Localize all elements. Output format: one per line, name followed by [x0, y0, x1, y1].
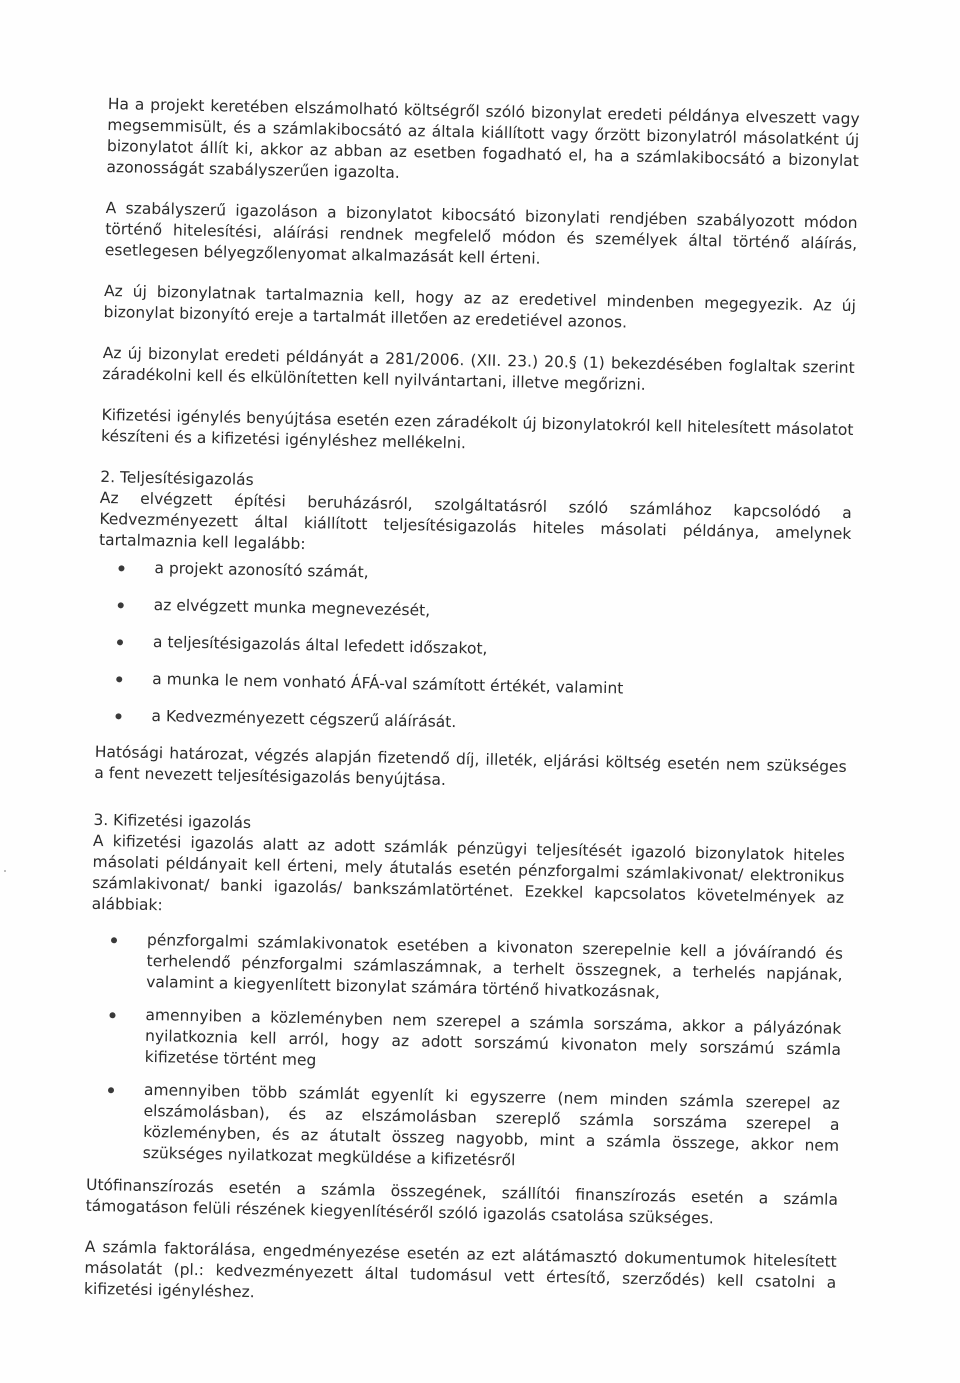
bullet-icon	[115, 713, 121, 719]
section-payment-certificate	[84, 810, 846, 1315]
bullet-icon	[111, 937, 117, 943]
bullet-icon	[117, 639, 123, 645]
list-item: a teljesítésigazolás által lefedett időszakot,	[97, 631, 849, 667]
bullet-icon	[109, 1012, 115, 1018]
paragraph-lost-invoice: Ha a projekt keretében elszámolható költségről szóló bizonylat eredeti példánya elveszett vagy megsemmisült, és a számlakibocsátó az általa kiállított vagy őrzött bizonylatról másolatként új bizonylatot állít ki, akkor az abban az esetben fogadható el, ha a számlakibocsátó a bizonylat azonosságát szabályszerűen igazolta.	[106, 94, 860, 182]
bullet-icon	[118, 565, 124, 571]
section3-intro: A kifizetési igazolás alatt az adott számlák pénzügyi teljesítését igazoló bizonylatok hiteles másolati példányait kell érteni, mely átutalás esetén pénzforgalmi számlakivonat/ elektronikus számlakivonat/ banki igazolás/ bankszámlatörténet. Ezekkel kapcsolatos követelmények az alábbiak:	[91, 831, 846, 915]
list-item: amennyiben a közleményben nem szerepel a számla sorszáma, akkor a pályázónak nyilatkoznia kell arról, hogy az adott sorszámú kivonaton mely sorszámú számla kifizetése történt meg	[88, 1004, 841, 1082]
list-item: a projekt azonosító számát,	[98, 557, 850, 593]
section3-bullet-list	[87, 929, 844, 1178]
paragraph-certification-definition: A szabályszerű igazoláson a bizonylatot kibocsátó bizonylati rendjében szabályozott módon történő hitelesítési, aláírási rendnek megfelelő módon és személyek által történő aláírás, esetlegesen bélyegzőlenyomat alkalmazását kell érteni.	[104, 198, 858, 268]
list-item: a munka le nem vonható ÁFÁ-val számított értékét, valamint	[96, 668, 848, 704]
bullet-icon	[108, 1087, 114, 1093]
section3-closing-factoring: A számla faktorálása, engedményezése esetén az ezt alátámasztó dokumentumok hitelesített másolatát (pl.: kedvezményezett által tudomásul vett értesítő, szerződés) kell csatolni a kifizetési igényléshez.	[83, 1237, 837, 1302]
section-heading-2: 2. Teljesítésigazolás	[100, 467, 254, 490]
list-item: a Kedvezményezett cégszerű aláírását.	[95, 705, 847, 741]
section2-intro: Az elvégzett építési beruházásról, szolgáltatásról szóló számlához kapcsolódó a Kedvezményezett által kiállított teljesítésigazolás hiteles másolati példánya, amelynek tartalmaznia kell legalább:	[98, 488, 852, 554]
section2-closing: Hatósági határozat, végzés alapján fizetendő díj, illeték, eljárási költség esetén nem szükséges a fent nevezett teljesítésigazolás benyújtása.	[94, 742, 847, 789]
section-performance-certificate	[94, 467, 852, 799]
bullet-icon	[118, 602, 124, 608]
section2-bullet-list	[95, 557, 850, 741]
paragraph-new-document-content: Az új bizonylatnak tartalmaznia kell, hogy az az eredetivel mindenben megegyezik. Az új bizonylat bizonyító ereje a tartalmát illetően az eredetiével azonos.	[103, 281, 857, 332]
list-item: pénzforgalmi számlakivonatok esetében a kivonaton szerepelnie kell a jóváírandó és terhelendő pénzforgalmi számlaszámnak, a terhelt összegnek, a terhelés napjának, valamint a kiegyenlített bizonylat számára történő hivatkozásnak,	[90, 929, 843, 1007]
paragraph-original-endorsement: Az új bizonylat eredeti példányát a 281/2006. (XII. 23.) 20.§ (1) bekezdésében foglaltak szerint záradékolni kell és elkülönítetten kell nyilvántartani, illetve megőrizni.	[102, 343, 855, 394]
list-item: az elvégzett munka megnevezését,	[98, 594, 850, 630]
section3-closing-prefinancing: Utófinanszírozás esetén a számla összegének, szállítói finanszírozás esetén a számla támogatáson felüli részének kiegyenlítéséről szóló igazolás csatolása szükséges.	[85, 1175, 839, 1228]
paragraph-certified-copy: Kifizetési igénylés benyújtása esetén ezen záradékolt új bizonylatokról kell hitelesített másolatot készíteni és a kifizetési igényléshez mellékelni.	[100, 405, 854, 453]
bullet-icon	[116, 676, 122, 682]
scan-speck	[4, 870, 6, 872]
document-body	[83, 94, 859, 1335]
section-heading-3: 3. Kifizetési igazolás	[93, 810, 252, 833]
list-item: amennyiben több számlát egyenlít ki egyszerre (nem minden számla szerepel az elszámolásban), és az elszámolásban szereplő számla sorszáma szerepel a közleményben, és az átutalt összeg nagyobb, mint a számla összege, akkor nem szükséges nyilatkozat megküldése a kifizetésről	[87, 1079, 841, 1178]
